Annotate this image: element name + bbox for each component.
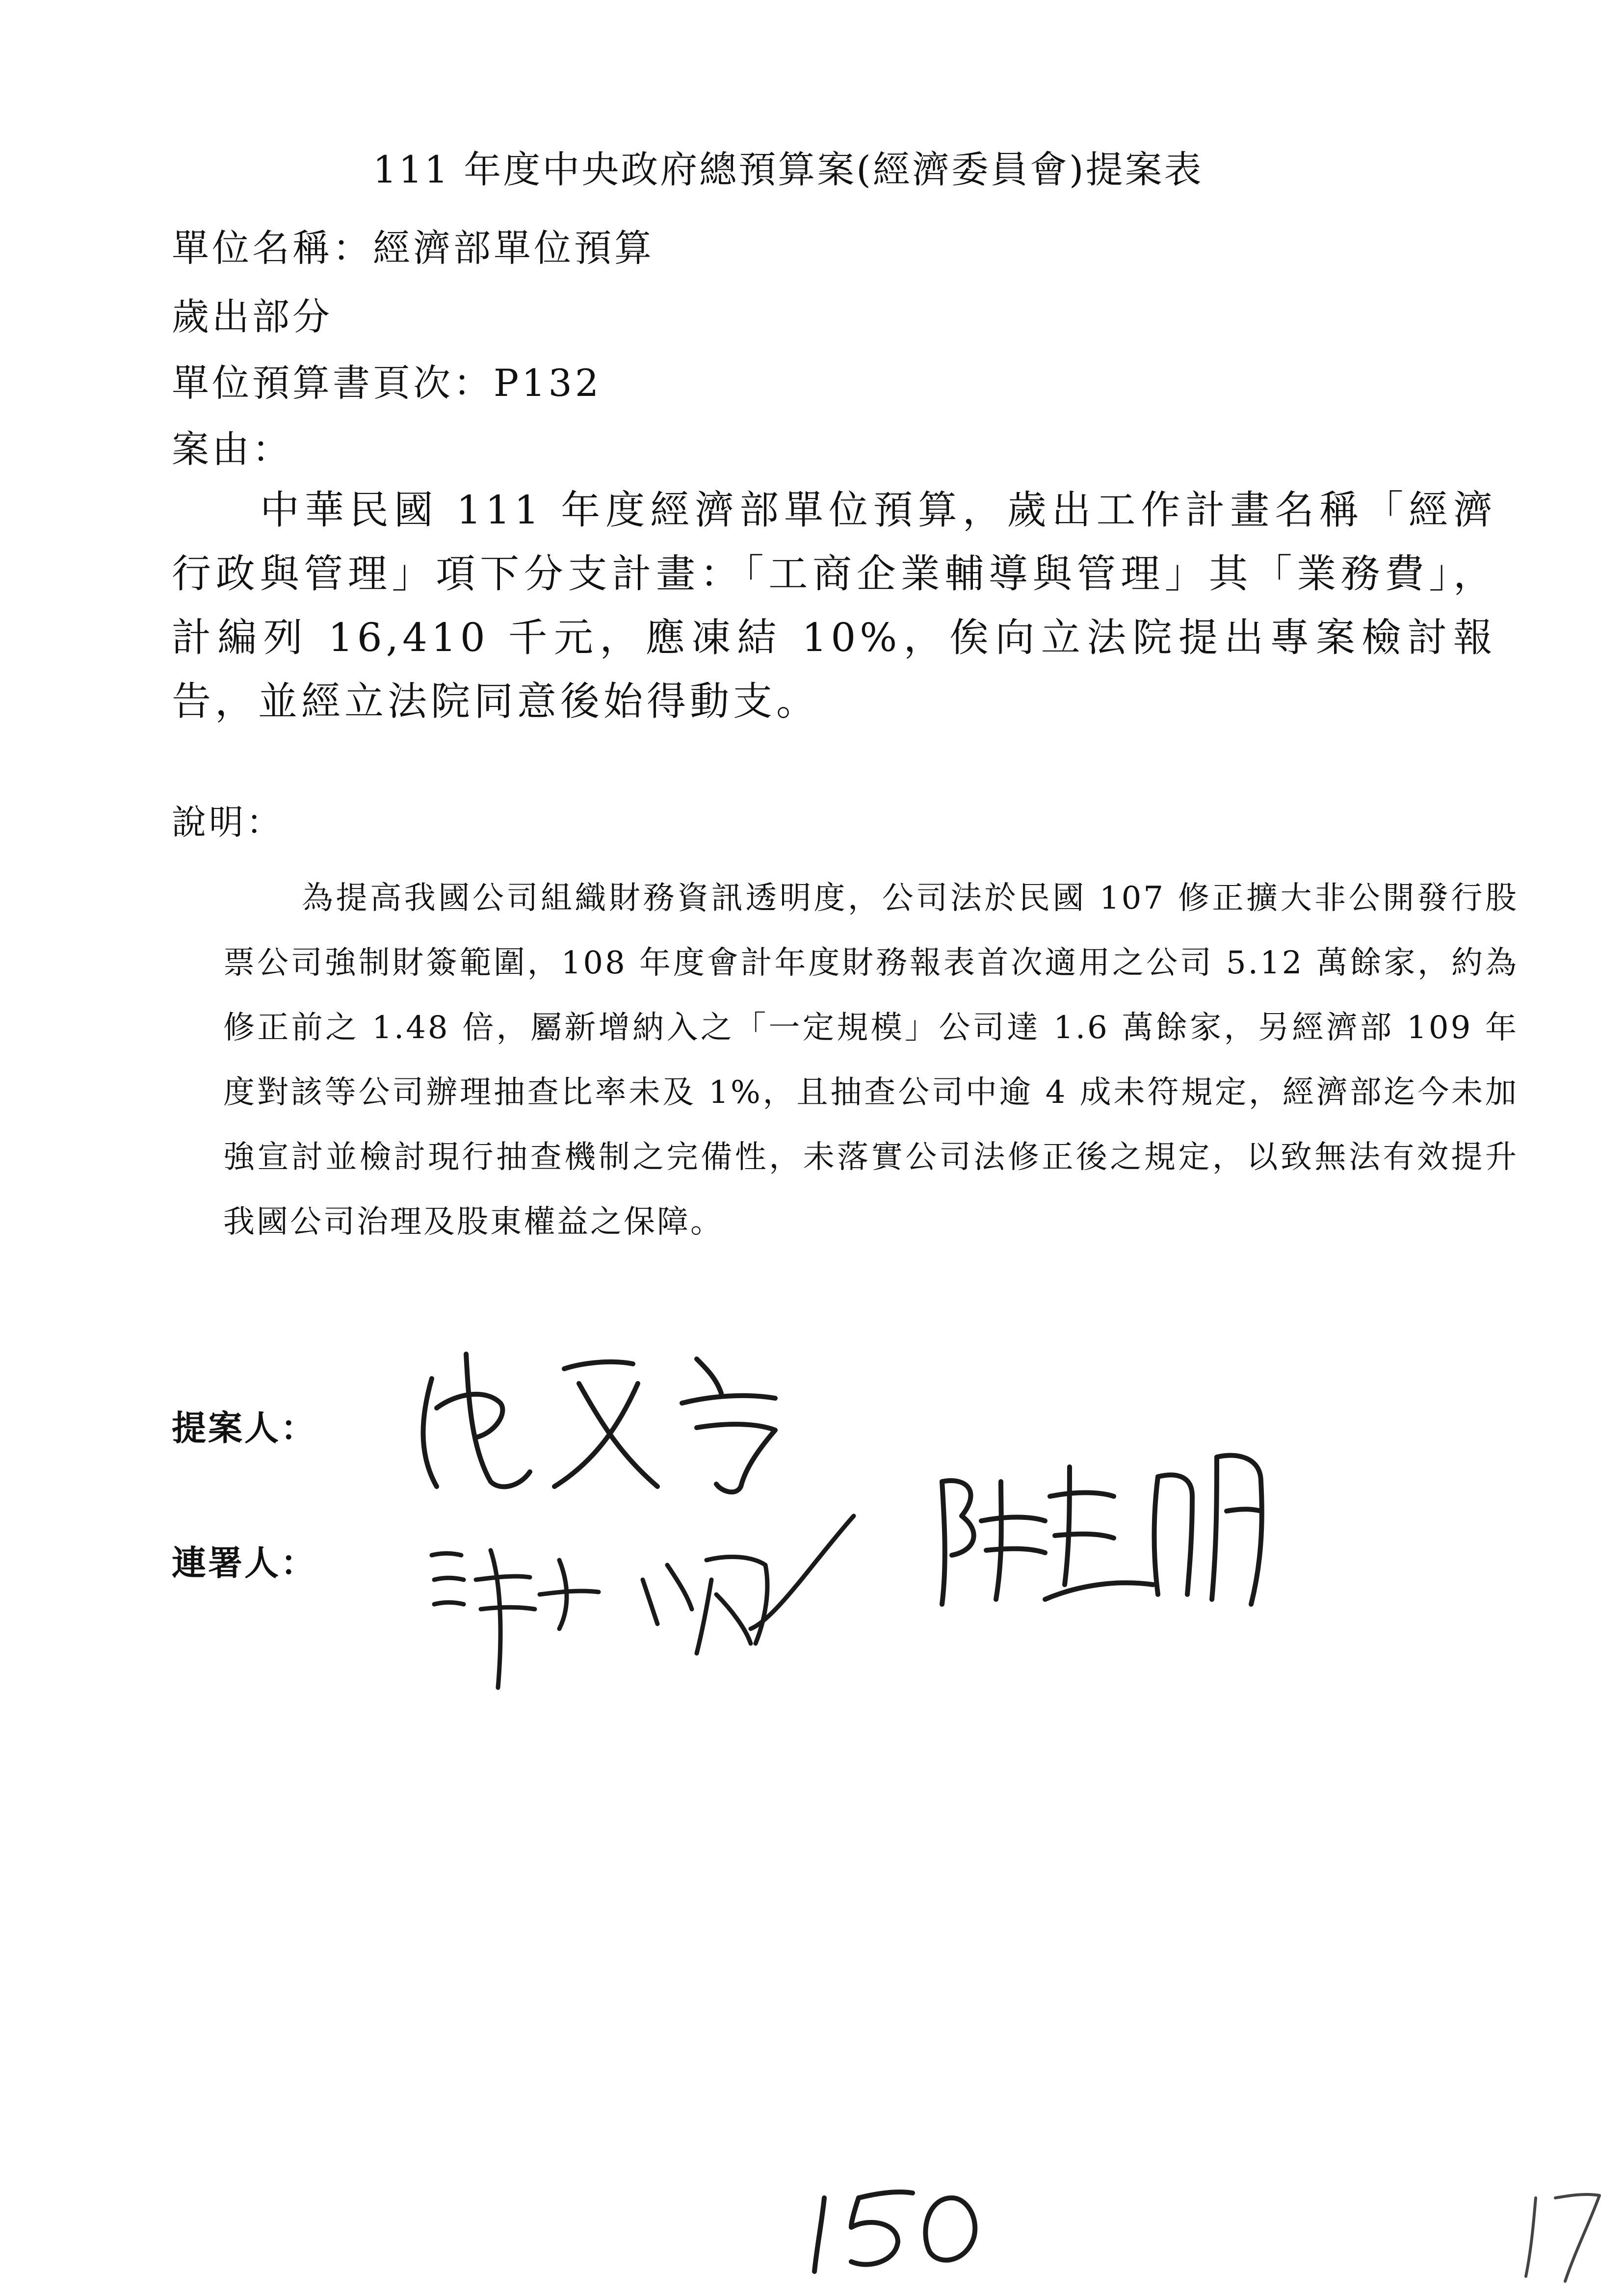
reason-paragraph: 中華民國 111 年度經濟部單位預算，歲出工作計畫名稱「經濟行政與管理」項下分支計畫：「工商企業輔導與管理」其「業務費」，計編列 16,410 千元，應凍結 10%，俟向立法院提出專案檢討報告，並經立法院同意後始得動支。 — [172, 487, 1496, 724]
explanation-label: 說明： — [172, 802, 284, 842]
section-label: 歲出部分 — [172, 295, 333, 339]
cosigner-signature-2 — [922, 1437, 1276, 1624]
reason-label: 案由： — [172, 427, 292, 471]
cosigner-signature-1 — [412, 1482, 864, 1697]
cosigner-label: 連署人： — [172, 1543, 317, 1583]
proposer-signature — [402, 1339, 805, 1501]
proposer-label: 提案人： — [172, 1408, 317, 1448]
handwritten-page-number — [805, 2178, 991, 2278]
unit-name: 單位名稱：經濟部單位預算 — [172, 226, 655, 270]
corner-number — [1511, 2178, 1609, 2288]
explanation-paragraph: 為提高我國公司組織財務資訊透明度，公司法於民國 107 修正擴大非公開發行股票公司強制財簽範圍，108 年度會計年度財務報表首次適用之公司 5.12 萬餘家，約為修正前之 1.48 倍，屬新增納入之「一定規模」公司達 1.6 萬餘家，另經濟部 109 年度對該等公司辦理抽查比率未及 1%，且抽查公司中逾 4 成未符規定，經濟部迄今未加強宣討並檢討現行抽查機制之完備性，未落實公司法修正後之規定，以致無法有效提升我國公司治理及股東權益之保障。 — [223, 880, 1519, 1240]
budget-page-reference: 單位預算書頁次：P132 — [172, 361, 602, 405]
document-title: 111 年度中央政府總預算案(經濟委員會)提案表 — [373, 148, 1204, 191]
